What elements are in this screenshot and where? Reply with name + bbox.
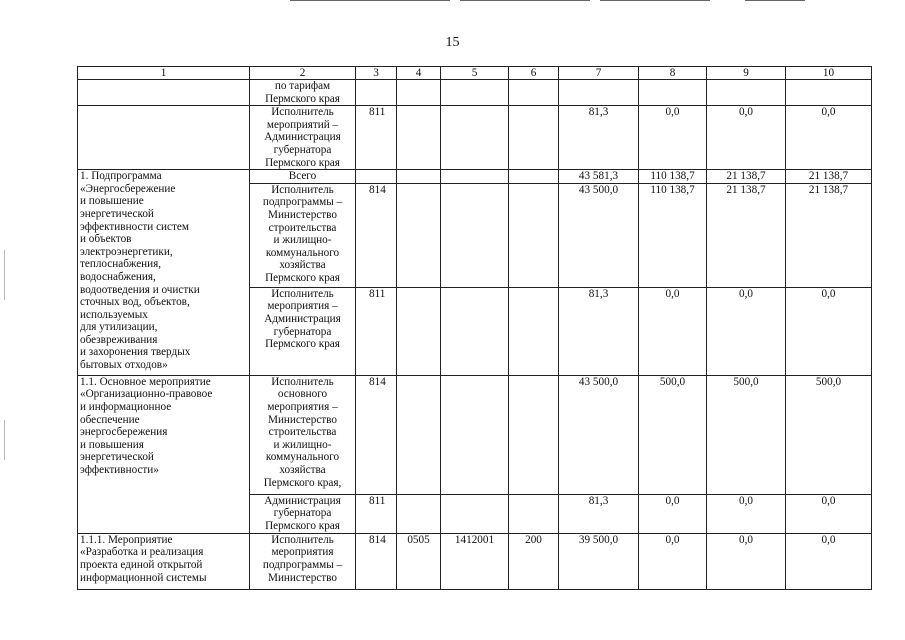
executor-cell [250, 533, 356, 589]
expense-type-cell [509, 170, 559, 184]
target-code-cell [441, 375, 509, 494]
executor-line: Исполнитель [271, 106, 334, 119]
table-row [78, 170, 872, 184]
section-code-cell [397, 375, 441, 494]
program-name-line: для утилизации, [80, 321, 158, 334]
column-number: 9 [707, 67, 786, 80]
target-code-cell [441, 183, 509, 287]
program-name-line: энергетической [80, 207, 154, 220]
header-rule [290, 0, 450, 1]
amount-col9-cell: 21 138,7 [707, 183, 786, 287]
scan-mark [4, 420, 5, 460]
program-name-cell [78, 106, 250, 170]
program-name-line: энергетической [80, 451, 154, 464]
column-number: 1 [78, 67, 250, 80]
amount-col7-cell: 81,3 [559, 106, 639, 170]
target-code-cell: 1412001 [441, 533, 509, 589]
executor-line: строительства [268, 426, 337, 439]
amount-col8-cell: 110 138,7 [639, 183, 707, 287]
column-number: 2 [250, 67, 356, 80]
executor-line: Пермского края [265, 519, 340, 532]
page-number: 15 [445, 35, 460, 50]
expense-type-cell: 200 [509, 533, 559, 589]
amount-col9-cell [707, 80, 786, 106]
executor-line: губернатора [273, 507, 332, 520]
amount-col10-cell: 500,0 [786, 375, 872, 494]
amount-col10-cell: 0,0 [786, 287, 872, 375]
executor-cell [250, 183, 356, 287]
section-code-cell [397, 106, 441, 170]
header-rule [745, 0, 805, 1]
executor-line: Всего [288, 170, 317, 183]
admin-code-cell [356, 170, 397, 184]
executor-cell [250, 80, 356, 106]
program-name-line: эффективности» [80, 463, 159, 476]
program-name-line: «Энергосбережение [80, 182, 176, 195]
executor-line: Администрация [264, 312, 341, 325]
program-name-line: и повышение [80, 195, 144, 208]
target-code-cell [441, 80, 509, 106]
amount-col10-cell: 0,0 [786, 106, 872, 170]
amount-col8-cell: 0,0 [639, 287, 707, 375]
program-name-line: сточных вод, объектов, [80, 296, 190, 309]
amount-col10-cell [786, 80, 872, 106]
amount-col8-cell: 500,0 [639, 375, 707, 494]
executor-line: Пермского края, [263, 476, 342, 489]
program-name-cell [78, 533, 250, 589]
program-name-line: обеспечение [80, 413, 140, 426]
section-code-cell [397, 494, 441, 533]
executor-line: подпрограммы – [262, 196, 343, 209]
program-name-line: 1.1.1. Мероприятие [80, 533, 173, 546]
header-rule [600, 0, 710, 1]
table-row [78, 533, 872, 589]
column-number: 3 [356, 67, 397, 80]
program-name-line: и повышения [80, 438, 144, 451]
executor-line: хозяйства [279, 463, 326, 476]
program-name-line: используемых [80, 308, 148, 321]
executor-line: Исполнитель [271, 183, 334, 196]
amount-col8-cell: 110 138,7 [639, 170, 707, 184]
expense-type-cell [509, 375, 559, 494]
amount-col8-cell [639, 80, 707, 106]
program-name-line: «Разработка и реализация [80, 546, 204, 559]
target-code-cell [441, 287, 509, 375]
program-name-line: водоснабжения, [80, 270, 156, 283]
header-rule [460, 0, 590, 1]
program-name-line: информационной системы [80, 571, 207, 584]
program-name-cell [78, 375, 250, 533]
executor-line: Пермского края [265, 156, 340, 169]
admin-code-cell [356, 80, 397, 106]
amount-col10-cell: 21 138,7 [786, 170, 872, 184]
admin-code-cell: 814 [356, 533, 397, 589]
amount-col10-cell: 21 138,7 [786, 183, 872, 287]
section-code-cell [397, 287, 441, 375]
executor-line: Администрация [264, 131, 341, 144]
target-code-cell [441, 170, 509, 184]
expense-type-cell [509, 106, 559, 170]
column-number: 4 [397, 67, 441, 80]
program-name-line: 1. Подпрограмма [80, 170, 162, 183]
amount-col9-cell: 21 138,7 [707, 170, 786, 184]
column-number-row [78, 67, 872, 80]
column-number: 7 [559, 67, 639, 80]
executor-cell [250, 106, 356, 170]
expense-type-cell [509, 494, 559, 533]
table-row [78, 375, 872, 494]
executor-line: губернатора [273, 325, 332, 338]
executor-line: и жилищно- [273, 438, 332, 451]
admin-code-cell: 811 [356, 494, 397, 533]
executor-line: Пермского края [265, 338, 340, 351]
executor-line: Пермского края [265, 271, 340, 284]
executor-line: и жилищно- [273, 234, 332, 247]
executor-line: губернатора [273, 143, 332, 156]
program-name-cell [78, 170, 250, 376]
target-code-cell [441, 106, 509, 170]
program-name-line: 1.1. Основное мероприятие [80, 375, 211, 388]
executor-line: мероприятия – [267, 400, 338, 413]
column-number: 5 [441, 67, 509, 80]
amount-col7-cell: 43 500,0 [559, 375, 639, 494]
amount-col7-cell [559, 80, 639, 106]
program-name-cell [78, 80, 250, 106]
amount-col8-cell: 0,0 [639, 494, 707, 533]
executor-line: Министерство [268, 413, 337, 426]
amount-col9-cell: 0,0 [707, 533, 786, 589]
executor-cell [250, 375, 356, 494]
executor-line: Министерство [268, 571, 337, 584]
section-code-cell [397, 170, 441, 184]
executor-line: хозяйства [279, 259, 326, 272]
program-name-line: теплоснабжения, [80, 258, 162, 271]
executor-line: Министерство [268, 208, 337, 221]
program-name-line: и объектов [80, 233, 132, 246]
program-name-line: эффективности систем [80, 220, 189, 233]
executor-line: Исполнитель [271, 287, 334, 300]
executor-line: мероприятия [271, 546, 334, 559]
amount-col7-cell: 81,3 [559, 494, 639, 533]
executor-line: Исполнитель [271, 533, 334, 546]
expense-type-cell [509, 183, 559, 287]
amount-col10-cell: 0,0 [786, 533, 872, 589]
executor-cell [250, 287, 356, 375]
executor-cell [250, 170, 356, 184]
column-number: 10 [786, 67, 872, 80]
column-number: 8 [639, 67, 707, 80]
executor-line: по тарифам [274, 80, 331, 92]
admin-code-cell: 811 [356, 287, 397, 375]
program-name-line: энергосбережения [80, 426, 168, 439]
executor-line: мероприятия – [267, 300, 338, 313]
amount-col7-cell: 81,3 [559, 287, 639, 375]
amount-col9-cell: 0,0 [707, 494, 786, 533]
section-code-cell: 0505 [397, 533, 441, 589]
amount-col7-cell: 43 581,3 [559, 170, 639, 184]
program-name-line: и захоронения твердых [80, 346, 191, 359]
amount-col8-cell: 0,0 [639, 533, 707, 589]
amount-col9-cell: 500,0 [707, 375, 786, 494]
table-row [78, 80, 872, 106]
executor-line: мероприятий – [266, 118, 339, 131]
target-code-cell [441, 494, 509, 533]
scan-mark [4, 250, 5, 300]
executor-line: Пермского края [265, 92, 340, 105]
amount-col9-cell: 0,0 [707, 106, 786, 170]
executor-line: коммунального [265, 451, 340, 464]
amount-col9-cell: 0,0 [707, 287, 786, 375]
executor-line: подпрограммы – [262, 558, 343, 571]
admin-code-cell: 811 [356, 106, 397, 170]
program-name-line: электроэнергетики, [80, 245, 173, 258]
expense-type-cell [509, 80, 559, 106]
executor-line: основного [277, 388, 328, 401]
executor-line: Исполнитель [271, 375, 334, 388]
program-name-line: обезвреживания [80, 333, 158, 346]
admin-code-cell: 814 [356, 375, 397, 494]
program-name-line: водоотведения и очистки [80, 283, 200, 296]
amount-col8-cell: 0,0 [639, 106, 707, 170]
program-name-line: проекта единой открытой [80, 558, 203, 571]
executor-line: строительства [268, 221, 337, 234]
budget-table [77, 66, 872, 590]
expense-type-cell [509, 287, 559, 375]
amount-col7-cell: 43 500,0 [559, 183, 639, 287]
executor-cell [250, 494, 356, 533]
executor-line: Администрация [264, 494, 341, 507]
program-name-line: бытовых отходов» [80, 359, 168, 372]
executor-line: коммунального [265, 246, 340, 259]
program-name-line: и информационное [80, 400, 172, 413]
section-code-cell [397, 183, 441, 287]
column-number: 6 [509, 67, 559, 80]
table-row [78, 106, 872, 170]
admin-code-cell: 814 [356, 183, 397, 287]
program-name-line: «Организационно-правовое [80, 388, 213, 401]
section-code-cell [397, 80, 441, 106]
amount-col10-cell: 0,0 [786, 494, 872, 533]
amount-col7-cell: 39 500,0 [559, 533, 639, 589]
